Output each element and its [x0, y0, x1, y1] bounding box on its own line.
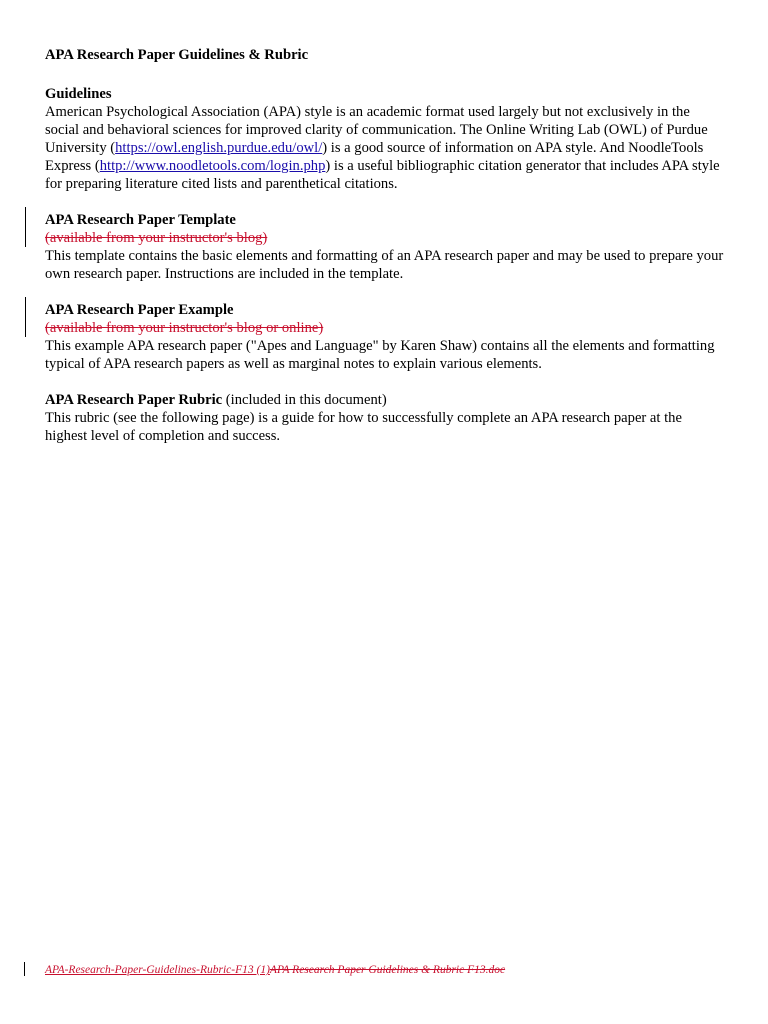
footer-inserted-filename: APA-Research-Paper-Guidelines-Rubric-F13 (1): [45, 964, 270, 976]
example-deleted-text: (available from your instructor's blog or online): [45, 320, 324, 336]
footer-deleted-filename: APA Research Paper Guidelines & Rubric F13.doc: [269, 964, 506, 976]
section-example: [45, 301, 725, 373]
guidelines-text-3: ) is a useful bibliographic citation generator that includes APA style for preparing literature cited lists and parenthetical citations.: [45, 158, 720, 192]
section-template: [45, 211, 725, 283]
change-bar: [25, 207, 26, 247]
document-footer: [45, 962, 725, 978]
example-heading: APA Research Paper Example: [45, 302, 234, 318]
noodletools-link[interactable]: http://www.noodletools.com/login.php: [99, 158, 326, 174]
change-bar: [25, 297, 26, 337]
document-page: [45, 45, 725, 445]
section-guidelines: [45, 85, 725, 193]
rubric-paragraph: This rubric (see the following page) is a guide for how to successfully complete an APA research paper at the highest level of completion and success.: [45, 410, 682, 444]
guidelines-text-2: ) is a good source of information on APA style. And NoodleTools Express (: [45, 140, 704, 174]
owl-purdue-link[interactable]: https://owl.english.purdue.edu/owl/: [115, 140, 323, 156]
rubric-heading: APA Research Paper Rubric: [45, 392, 223, 408]
guidelines-text-1: American Psychological Association (APA) style is an academic format used largely but not exclusively in the social and behavioral sciences for improved clarity of communication. The Online Writing Lab (OWL) of Purdue University (: [45, 104, 708, 156]
template-deleted-text: (available from your instructor's blog): [45, 230, 268, 246]
footer-change-bar: [24, 962, 25, 976]
document-title: APA Research Paper Guidelines & Rubric: [45, 47, 309, 63]
guidelines-paragraph: [45, 103, 725, 193]
template-paragraph: This template contains the basic elements and formatting of an APA research paper and may be used to prepare your own research paper. Instructions are included in the template.: [45, 248, 724, 282]
rubric-heading-suffix: (included in this document): [222, 392, 387, 408]
example-paragraph: This example APA research paper ("Apes and Language" by Karen Shaw) contains all the elements and formatting typical of APA research papers as well as marginal notes to explain various elements.: [45, 338, 715, 372]
guidelines-heading: Guidelines: [45, 86, 112, 102]
template-heading: APA Research Paper Template: [45, 212, 236, 228]
rubric-heading-line: [45, 392, 387, 408]
section-rubric: [45, 391, 725, 445]
